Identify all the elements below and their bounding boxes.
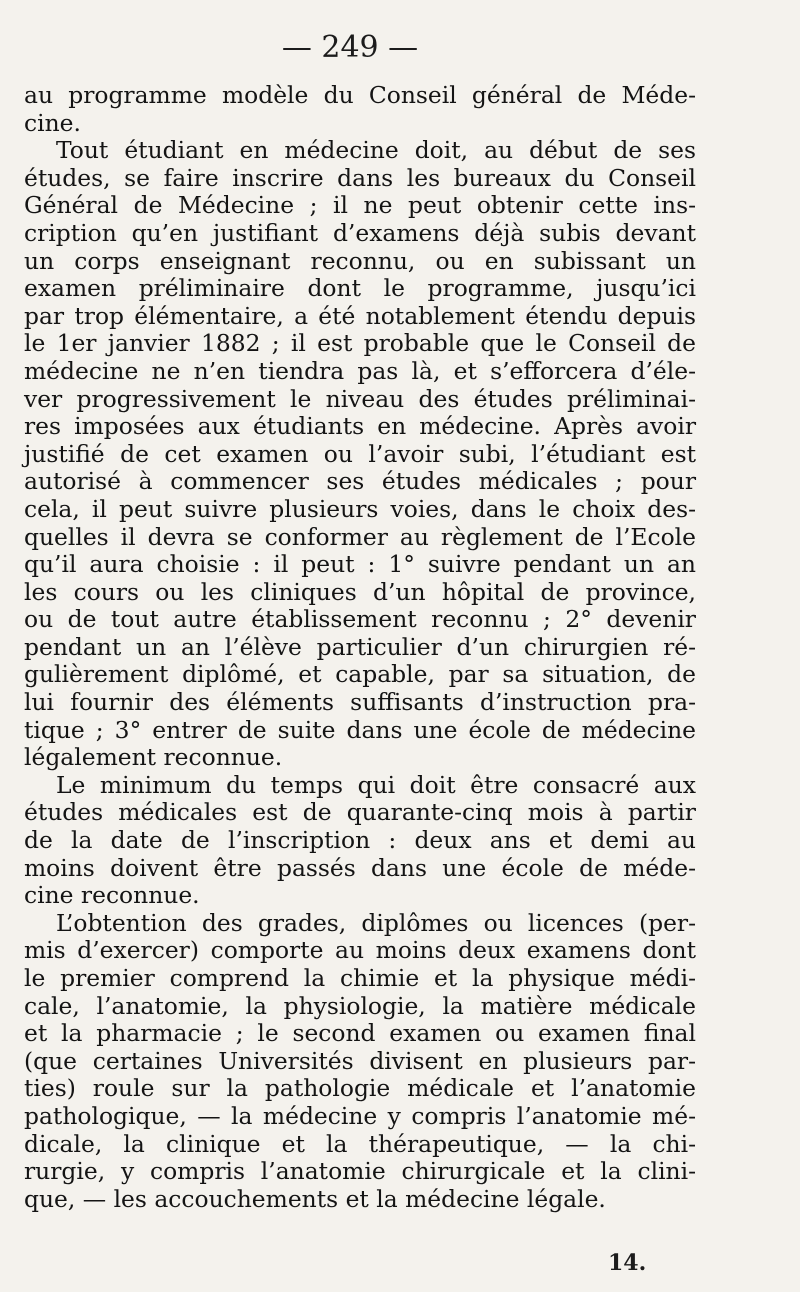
text-line: au programme modèle du Conseil général de Méde- [24, 81, 696, 109]
text-line: études, se faire inscrire dans les bureaux du Conseil [24, 163, 696, 192]
text-line: ties) roule sur la pathologie médicale et l’anatomie [24, 1074, 696, 1103]
body-text [24, 82, 696, 1213]
text-line: de la date de l’inscription : deux ans et demi au [24, 826, 696, 855]
text-line: dicale, la clinique et la thérapeutique, — la chi- [24, 1129, 696, 1158]
text-line: cription qu’en justifiant d’examens déjà subis devant [24, 218, 696, 247]
text-line: justifié de cet examen ou l’avoir subi, l’étudiant est [24, 439, 696, 468]
page-number: — 249 — [281, 30, 419, 65]
text-line: moins doivent être passés dans une école de méde- [24, 853, 696, 882]
text-line: cine reconnue. [24, 881, 200, 910]
text-line: ou de tout autre établissement reconnu ; 2° devenir [24, 605, 696, 634]
text-line: médecine ne n’en tiendra pas là, et s’efforcera d’éle- [24, 356, 696, 385]
text-line: le premier comprend la chimie et la physique médi- [24, 964, 696, 992]
text-line: mis d’exercer) comporte au moins deux examens dont [24, 936, 696, 965]
text-line: et la pharmacie ; le second examen ou examen final [24, 1019, 696, 1048]
text-line: pendant un an l’élève particulier d’un chirurgien ré- [24, 632, 696, 661]
text-line: quelles il devra se conformer au règlement de l’Ecole [24, 522, 696, 551]
text-line: pathologique, — la médecine y compris l’anatomie mé- [24, 1101, 696, 1130]
text-line: légalement reconnue. [24, 743, 283, 772]
text-line: Général de Médecine ; il ne peut obtenir cette ins- [24, 191, 696, 220]
text-line: cine. [24, 108, 81, 137]
text-line: ver progressivement le niveau des études préliminai- [24, 384, 696, 413]
text-line: Tout étudiant en médecine doit, au début de ses [56, 136, 696, 165]
text-line: qu’il aura choisie : il peut : 1° suivre pendant un an [24, 550, 696, 579]
text-line: par trop élémentaire, a été notablement étendu depuis [24, 301, 696, 330]
text-line: les cours ou les cliniques d’un hôpital de province, [24, 577, 696, 606]
text-line: un corps enseignant reconnu, ou en subissant un [24, 246, 696, 275]
text-line: que, — les accouchements et la médecine légale. [24, 1184, 606, 1213]
text-line: lui fournir des éléments suffisants d’instruction pra- [24, 688, 696, 717]
text-line: autorisé à commencer ses études médicales ; pour [24, 467, 696, 496]
text-line: tique ; 3° entrer de suite dans une école de médecine [24, 715, 696, 744]
text-line: études médicales est de quarante-cinq mois à partir [24, 798, 696, 827]
text-line: examen préliminaire dont le programme, jusqu’ici [24, 274, 696, 303]
text-line: le 1er janvier 1882 ; il est probable que le Conseil de [24, 329, 696, 358]
text-line: gulièrement diplômé, et capable, par sa situation, de [24, 660, 696, 689]
text-line: cale, l’anatomie, la physiologie, la matière médicale [24, 991, 696, 1020]
text-line: rurgie, y compris l’anatomie chirurgicale et la clini- [24, 1157, 696, 1186]
text-line: L’obtention des grades, diplômes ou licences (per- [56, 908, 696, 937]
text-line: res imposées aux étudiants en médecine. Après avoir [24, 412, 696, 441]
text-line: cela, il peut suivre plusieurs voies, dans le choix des- [24, 494, 696, 523]
text-line: Le minimum du temps qui doit être consacré aux [56, 770, 696, 799]
text-line: (que certaines Universités divisent en plusieurs par- [24, 1046, 696, 1075]
signature-mark: 14. [608, 1250, 647, 1276]
